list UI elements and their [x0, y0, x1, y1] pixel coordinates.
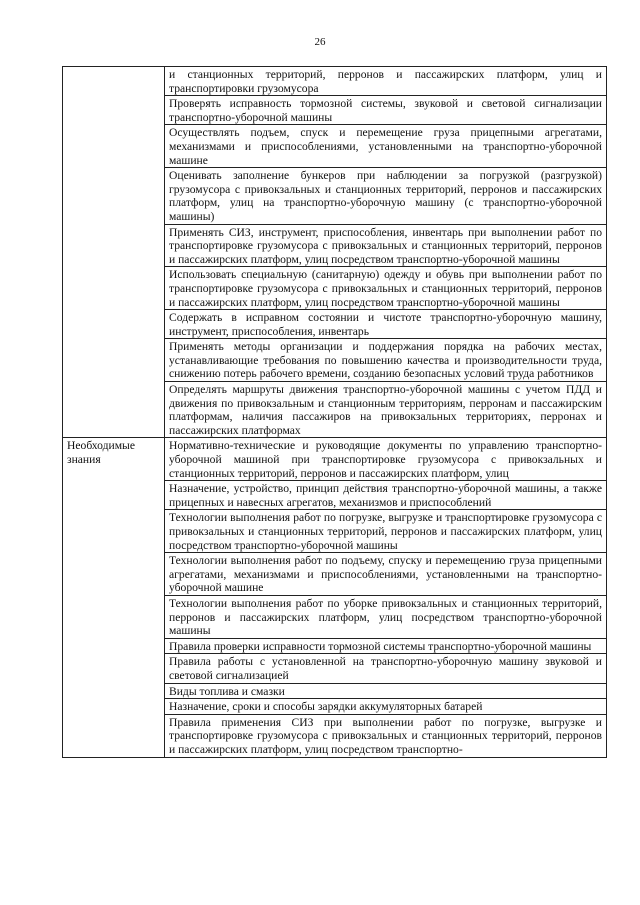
requirement-cell: Правила работы с установленной на транспортно-уборочную машину звуковой и световой сигнализацией: [165, 654, 607, 683]
requirement-cell: и станционных территорий, перронов и пассажирских платформ, улиц и транспортировки грузомусора: [165, 67, 607, 96]
requirement-cell: Проверять исправность тормозной системы, звуковой и световой сигнализации транспортно-уборочной машины: [165, 96, 607, 125]
requirement-cell: Использовать специальную (санитарную) одежду и обувь при выполнении работ по транспортировке грузомусора с привокзальных и станционных территорий, перронов и пассажирских платформ, улиц посредством транспортно-уборочной машины: [165, 267, 607, 310]
requirement-cell: Оценивать заполнение бункеров при наблюдении за погрузкой (разгрузкой) грузомусора с привокзальных и станционных территорий, перронов и пассажирских платформ, улиц на транспортно-уборочную машину (с транспортно-уборочной машины): [165, 168, 607, 224]
requirement-cell: Технологии выполнения работ по погрузке, выгрузке и транспортировке грузомусора с привокзальных и станционных территорий, перронов и пассажирских платформ, улиц посредством транспортно-уборочной машины: [165, 510, 607, 553]
requirement-cell: Виды топлива и смазки: [165, 683, 607, 699]
table-row: [63, 438, 607, 481]
requirements-table: [62, 66, 607, 758]
requirement-cell: Применять СИЗ, инструмент, приспособления, инвентарь при выполнении работ по транспортировке грузомусора с привокзальных и станционных территорий, перронов и пассажирских платформ, улиц посредством транспортно-уборочной машины: [165, 224, 607, 267]
requirement-cell: Осуществлять подъем, спуск и перемещение груза прицепными агрегатами, механизмами и приспособлениями, установленными на транспортно-уборочной машине: [165, 125, 607, 168]
requirement-cell: Правила применения СИЗ при выполнении работ по погрузке, выгрузке и транспортировке грузомусора с привокзальных и станционных территорий, перронов и пассажирских платформ, улиц посредством транспортно-: [165, 714, 607, 757]
requirement-cell: Определять маршруты движения транспортно-уборочной машины с учетом ПДД и движения по привокзальным и станционным территориям, перронам и пассажирским платформам, наличия пассажиров на привокзальных территориях, перронах и пассажирских платформах: [165, 382, 607, 438]
section-label: Необходимые знания: [63, 438, 165, 757]
requirement-cell: Технологии выполнения работ по уборке привокзальных и станционных территорий, перронов и пассажирских платформ, улиц посредством транспортно-уборочной машины: [165, 595, 607, 638]
requirement-cell: Назначение, устройство, принцип действия транспортно-уборочной машины, а также прицепных и навесных агрегатов, механизмов и приспособлений: [165, 481, 607, 510]
table-row: [63, 67, 607, 96]
requirement-cell: Нормативно-технические и руководящие документы по управлению транспортно-уборочной машиной при транспортировке грузомусора с привокзальных и станционных территорий, перронов и пассажирских платформ, улиц: [165, 438, 607, 481]
requirement-cell: Правила проверки исправности тормозной системы транспортно-уборочной машины: [165, 638, 607, 654]
requirement-cell: Содержать в исправном состоянии и чистоте транспортно-уборочную машину, инструмент, приспособления, инвентарь: [165, 310, 607, 339]
page-number: 26: [314, 36, 326, 48]
requirements-table-body: [63, 67, 607, 758]
requirement-cell: Применять методы организации и поддержания порядка на рабочих местах, устанавливающие требования по повышению качества и производительности труда, снижению потерь рабочего времени, созданию безопасных условий труда работников: [165, 339, 607, 382]
requirement-cell: Назначение, сроки и способы зарядки аккумуляторных батарей: [165, 699, 607, 715]
section-label-empty: [63, 67, 165, 438]
requirement-cell: Технологии выполнения работ по подъему, спуску и перемещению груза прицепными агрегатами, механизмами и приспособлениями, установленными на транспортно-уборочной машине: [165, 553, 607, 596]
